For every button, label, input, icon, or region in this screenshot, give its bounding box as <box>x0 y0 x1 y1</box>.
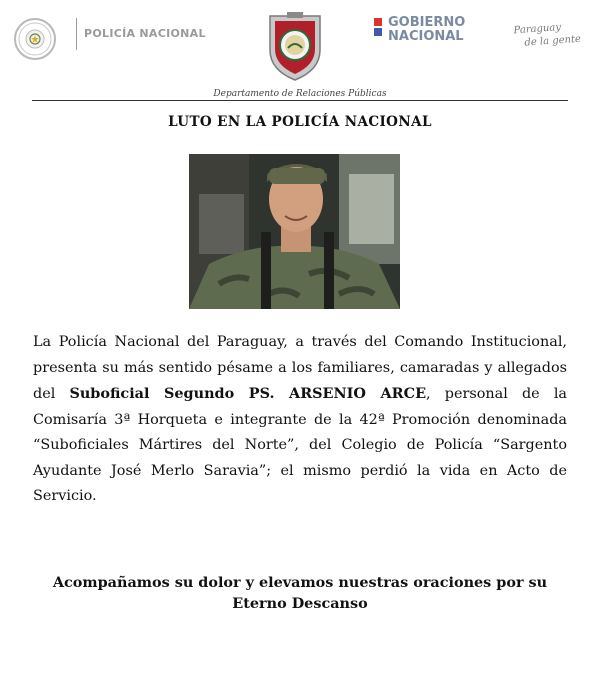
header-divider <box>76 18 77 50</box>
police-name-label: POLICÍA NACIONAL <box>84 27 206 40</box>
page-title: LUTO EN LA POLICÍA NACIONAL <box>168 114 432 130</box>
letterhead <box>0 0 600 80</box>
condolence-message <box>33 330 567 510</box>
slogan-line-1: Paraguay <box>513 22 562 37</box>
officer-photo <box>189 154 400 309</box>
header-rule <box>32 100 568 101</box>
department-label: Departamento de Relaciones Públicas <box>213 89 387 99</box>
gov-line-2: NACIONAL <box>388 29 464 44</box>
message-intro: La Policía Nacional del Paraguay, a través del Comando Institucional, presenta su más sentido pésame a los familiares, camaradas y allegados del <box>33 334 567 402</box>
police-badge-icon <box>264 10 326 82</box>
republic-seal-logo <box>14 18 56 60</box>
officer-name: Suboficial Segundo PS. ARSENIO ARCE <box>69 385 427 402</box>
message-details: , personal de la Comisaría 3ª Horqueta e integrante de la 42ª Promoción denominada “Suboficiales Mártires del Norte”, del Colegio de Policía “Sargento Ayudante José Merlo Saravia”; el mismo perdió la vida en Acto de Servicio. <box>33 386 567 504</box>
slogan-line-2: de la gente <box>524 33 582 49</box>
gov-line-1: GOBIERNO <box>388 15 466 30</box>
government-name <box>388 16 465 44</box>
slogan-logo <box>513 20 581 51</box>
closing-prayer: Acompañamos su dolor y elevamos nuestras oraciones por su Eterno Descanso <box>52 574 548 612</box>
flag-icon <box>374 18 382 44</box>
